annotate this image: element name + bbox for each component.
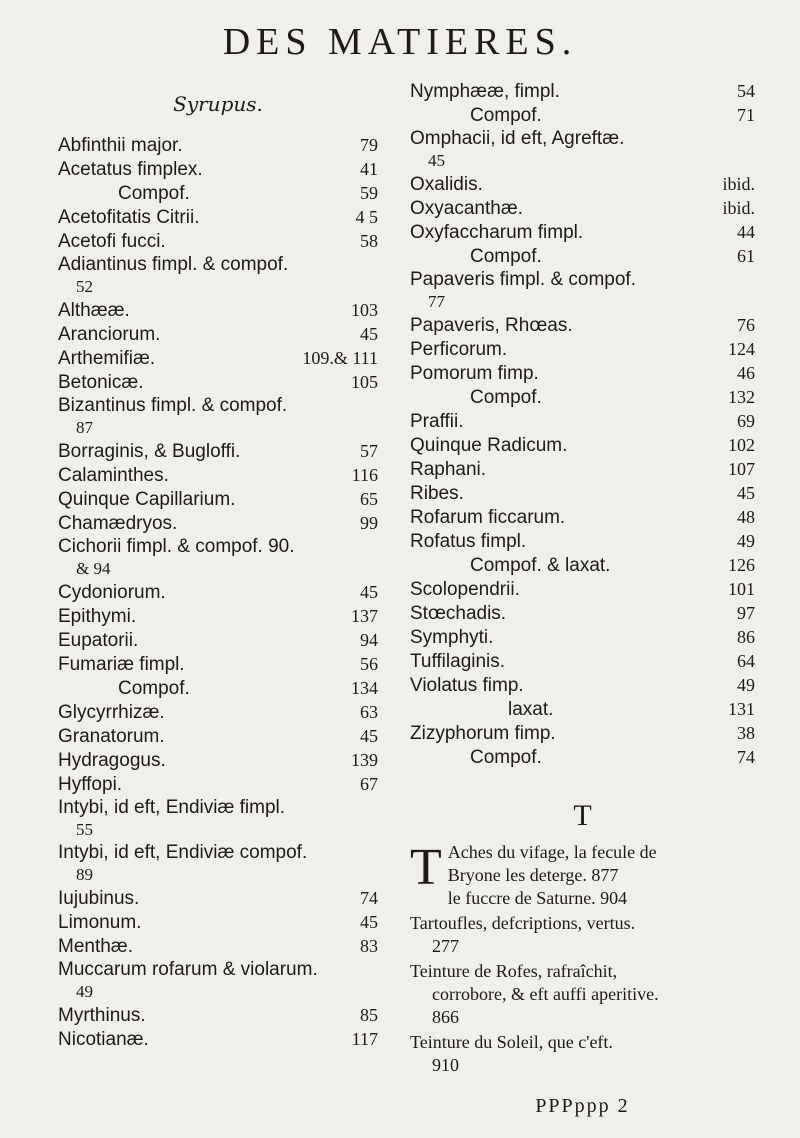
- index-entry: [58, 1004, 378, 1027]
- entry-label: Muccarum rofarum & violarum.: [58, 959, 318, 980]
- index-entry: [58, 629, 378, 652]
- left-column: [58, 80, 378, 1052]
- entry-label: Nymphææ, fimpl.: [410, 81, 560, 102]
- entry-label: Eupatorii.: [58, 630, 139, 651]
- index-entry: [410, 314, 755, 337]
- entry-page-number: 54: [737, 81, 755, 101]
- entry-label: Betonicæ.: [58, 372, 144, 393]
- entry-label: Acetatus fimplex.: [58, 159, 203, 180]
- entry-page-number: 94: [360, 630, 378, 650]
- index-entry: [58, 299, 378, 322]
- entry-page-number: 97: [737, 603, 755, 623]
- index-entry: [58, 935, 378, 958]
- entry-label: Menthæ.: [58, 936, 133, 957]
- index-entry: [410, 338, 755, 361]
- entry-label: Compof.: [470, 246, 542, 267]
- entry-page-number: 102: [728, 435, 755, 455]
- entry-page-number: 49: [737, 531, 755, 551]
- paragraph-continuation: Bryone les deterge. 877: [447, 865, 619, 885]
- entry-label: Arthemifiæ.: [58, 348, 156, 369]
- entry-label: Borraginis, & Bugloffi.: [58, 441, 241, 462]
- index-paragraph: [410, 960, 755, 1029]
- entry-page-number: 99: [360, 513, 378, 533]
- signature-mark: PPPppp 2: [535, 1095, 630, 1117]
- index-entry: [410, 221, 755, 244]
- entry-label: Papaveris fimpl. & compof.: [410, 269, 636, 290]
- index-paragraph: [410, 912, 755, 958]
- entry-label: Pomorum fimp.: [410, 363, 539, 384]
- paragraph-continuation: 277: [432, 936, 459, 956]
- entry-label: Violatus fimp.: [410, 675, 524, 696]
- paragraph-continuation: 866: [432, 1007, 459, 1027]
- right-column: [410, 80, 755, 1118]
- index-entry: [58, 911, 378, 934]
- index-entry: [58, 605, 378, 628]
- index-entry: [410, 197, 755, 220]
- entry-page-number: 45: [360, 582, 378, 602]
- entry-label: Papaveris, Rhœas.: [410, 315, 573, 336]
- index-entry: [410, 650, 755, 673]
- entry-page-number: ibid.: [722, 198, 755, 218]
- index-entry: [58, 581, 378, 604]
- entry-page-number: 69: [737, 411, 755, 431]
- entry-page-number: 101: [728, 579, 755, 599]
- entry-label: Quinque Capillarium.: [58, 489, 236, 510]
- entry-label: Limonum.: [58, 912, 142, 933]
- index-entry: [58, 347, 378, 370]
- index-entry: [58, 464, 378, 487]
- entry-page-number: 76: [737, 315, 755, 335]
- entry-page-number: 116: [351, 465, 378, 485]
- entry-label: Glycyrrhizæ.: [58, 702, 165, 723]
- index-entry: [58, 488, 378, 511]
- index-entry: [410, 104, 755, 127]
- entry-label: Cydoniorum.: [58, 582, 166, 603]
- index-entry: [58, 725, 378, 748]
- index-entry: [410, 458, 755, 481]
- index-entry: [58, 206, 378, 229]
- paragraph-continuation: le fuccre de Saturne. 904: [447, 888, 628, 908]
- index-entry: [58, 653, 378, 676]
- index-entry: [410, 506, 755, 529]
- index-entry: [58, 134, 378, 157]
- entry-page-number: 137: [351, 606, 378, 626]
- entry-page-number: 117: [351, 1029, 378, 1049]
- entry-label: Adiantinus fimpl. & compof.: [58, 254, 289, 275]
- index-entry: [410, 626, 755, 649]
- entry-label: Chamædryos.: [58, 513, 178, 534]
- entry-page-number: 45: [360, 324, 378, 344]
- entry-page-number: 131: [728, 699, 755, 719]
- index-entry: [58, 512, 378, 535]
- index-entry: [410, 602, 755, 625]
- entry-page-number: 105: [351, 372, 378, 392]
- index-entry: [58, 230, 378, 253]
- entry-label: Tuffilaginis.: [410, 651, 506, 672]
- entry-label: Althææ.: [58, 300, 130, 321]
- entry-label: Granatorum.: [58, 726, 165, 747]
- index-entry: [410, 434, 755, 457]
- entry-label: Compof.: [118, 183, 190, 204]
- paragraph-first-line: Teinture de Rofes, rafraîchit,: [410, 961, 618, 981]
- index-paragraph: [410, 841, 755, 910]
- entry-page-number: 65: [360, 489, 378, 509]
- entry-label: Rofarum ficcarum.: [410, 507, 566, 528]
- paragraph-first-line: Tartoufles, defcriptions, vertus.: [410, 913, 636, 933]
- entry-label: Iujubinus.: [58, 888, 140, 909]
- entry-label: Myrthinus.: [58, 1005, 146, 1026]
- entry-page-number: 4 5: [355, 207, 378, 227]
- entry-label: Acetofitatis Citrii.: [58, 207, 200, 228]
- entry-page-number: 86: [737, 627, 755, 647]
- entry-page-number: 83: [360, 936, 378, 956]
- entry-page-number: 59: [360, 183, 378, 203]
- page-title: DES MATIERES.: [222, 21, 578, 63]
- entry-page-number: 41: [360, 159, 378, 179]
- entry-page-number: 139: [351, 750, 378, 770]
- entry-label: Acetofi fucci.: [58, 231, 166, 252]
- entry-page-number: 48: [737, 507, 755, 527]
- entry-label: Compof.: [470, 747, 542, 768]
- entry-page-number: 45: [360, 912, 378, 932]
- entry-label: Hydragogus.: [58, 750, 166, 771]
- entry-continuation: 49: [76, 982, 93, 1001]
- entry-continuation: 87: [76, 418, 93, 437]
- entry-page-number: 46: [737, 363, 755, 383]
- paragraph-continuation: corrobore, & eft auffi aperitive.: [432, 984, 659, 1004]
- entry-label: Abfinthii major.: [58, 135, 183, 156]
- entry-label: Calaminthes.: [58, 465, 169, 486]
- index-entry: [58, 371, 378, 394]
- index-entry: [410, 578, 755, 601]
- entry-label: Hyffopi.: [58, 774, 123, 795]
- index-entry: [58, 1028, 378, 1051]
- entry-page-number: 132: [728, 387, 755, 407]
- entry-page-number: 61: [737, 246, 755, 266]
- paragraph-continuation: 910: [432, 1055, 459, 1075]
- entry-page-number: 79: [360, 135, 378, 155]
- entry-label: Epithymi.: [58, 606, 137, 627]
- entry-page-number: 64: [737, 651, 755, 671]
- entry-page-number: 74: [737, 747, 755, 767]
- index-entry: [58, 254, 378, 298]
- index-entry: [410, 530, 755, 553]
- entry-label: Omphacii, id eft, Agreftæ.: [410, 128, 625, 149]
- entry-label: Compof. & laxat.: [470, 555, 611, 576]
- entry-label: laxat.: [508, 699, 554, 720]
- index-entry: [410, 269, 755, 313]
- entry-page-number: 44: [737, 222, 755, 242]
- index-entry: [410, 698, 755, 721]
- entry-continuation: & 94: [76, 559, 111, 578]
- entry-continuation: 55: [76, 820, 93, 839]
- entry-label: Symphyti.: [410, 627, 494, 648]
- entry-page-number: 71: [737, 105, 755, 125]
- entry-label: Bizantinus fimpl. & compof.: [58, 395, 288, 416]
- entry-page-number: 126: [728, 555, 755, 575]
- index-entry: [410, 128, 755, 172]
- entry-page-number: 134: [351, 678, 378, 698]
- entry-label: Compof.: [470, 105, 542, 126]
- index-entry: [410, 80, 755, 103]
- right-entry-list: [410, 80, 755, 769]
- index-entry: [410, 482, 755, 505]
- paragraph-first-line: Aches du vifage, la fecule de: [447, 842, 657, 862]
- index-entry: [410, 746, 755, 769]
- entry-label: Perficorum.: [410, 339, 508, 360]
- drop-cap: T: [410, 839, 442, 896]
- entry-page-number: ibid.: [722, 174, 755, 194]
- index-entry: [410, 722, 755, 745]
- index-entry: [58, 323, 378, 346]
- entry-continuation: 77: [428, 292, 445, 311]
- index-entry: [58, 797, 378, 841]
- index-entry: [58, 536, 378, 580]
- entry-continuation: 52: [76, 277, 93, 296]
- entry-label: Oxyacanthæ.: [410, 198, 523, 219]
- index-entry: [58, 440, 378, 463]
- entry-page-number: 103: [351, 300, 378, 320]
- entry-page-number: 107: [728, 459, 755, 479]
- entry-label: Compof.: [118, 678, 190, 699]
- index-entry: [58, 182, 378, 205]
- entry-page-number: 38: [737, 723, 755, 743]
- entry-page-number: 67: [360, 774, 378, 794]
- entry-label: Nicotianæ.: [58, 1029, 149, 1050]
- index-entry: [58, 395, 378, 439]
- index-entry: [58, 158, 378, 181]
- entry-label: Stœchadis.: [410, 603, 507, 624]
- left-entry-list: [58, 134, 378, 1051]
- index-entry: [58, 959, 378, 1003]
- index-entry: [410, 245, 755, 268]
- index-entry: [410, 410, 755, 433]
- entry-label: Praffii.: [410, 411, 464, 432]
- entry-label: Fumariæ fimpl.: [58, 654, 185, 675]
- index-entry: [58, 749, 378, 772]
- entry-label: Quinque Radicum.: [410, 435, 568, 456]
- section-letter-t: T: [573, 799, 592, 832]
- index-paragraph: [410, 1031, 755, 1077]
- index-entry: [58, 701, 378, 724]
- entry-page-number: 49: [737, 675, 755, 695]
- index-entry: [410, 362, 755, 385]
- index-entry: [58, 887, 378, 910]
- entry-label: Oxalidis.: [410, 174, 483, 195]
- entry-page-number: 45: [737, 483, 755, 503]
- entry-label: Zizyphorum fimp.: [410, 723, 556, 744]
- section-title-syrupus: Syrupus.: [173, 92, 263, 116]
- entry-page-number: 63: [360, 702, 378, 722]
- entry-page-number: 124: [728, 339, 755, 359]
- index-entry: [410, 386, 755, 409]
- entry-page-number: 74: [360, 888, 378, 908]
- entry-label: Rofatus fimpl.: [410, 531, 527, 552]
- index-entry: [58, 773, 378, 796]
- entry-label: Scolopendrii.: [410, 579, 520, 600]
- index-entry: [58, 842, 378, 886]
- entry-continuation: 89: [76, 865, 93, 884]
- entry-label: Intybi, id eft, Endiviæ compof.: [58, 842, 308, 863]
- index-entry: [410, 674, 755, 697]
- entry-page-number: 85: [360, 1005, 378, 1025]
- entry-page-number: 45: [360, 726, 378, 746]
- paragraph-list: [410, 841, 755, 1077]
- index-entry: [410, 173, 755, 196]
- entry-label: Raphani.: [410, 459, 487, 480]
- entry-label: Oxyfaccharum fimpl.: [410, 222, 584, 243]
- entry-label: Cichorii fimpl. & compof. 90.: [58, 536, 295, 557]
- index-entry: [58, 677, 378, 700]
- entry-continuation: 45: [428, 151, 445, 170]
- paragraph-first-line: Teinture du Soleil, que c'eft.: [410, 1032, 613, 1052]
- entry-page-number: 56: [360, 654, 378, 674]
- entry-label: Ribes.: [410, 483, 464, 504]
- index-entry: [410, 554, 755, 577]
- entry-page-number: 109.& 111: [302, 348, 378, 368]
- entry-page-number: 58: [360, 231, 378, 251]
- entry-page-number: 57: [360, 441, 378, 461]
- entry-label: Compof.: [470, 387, 542, 408]
- entry-label: Aranciorum.: [58, 324, 161, 345]
- entry-label: Intybi, id eft, Endiviæ fimpl.: [58, 797, 286, 818]
